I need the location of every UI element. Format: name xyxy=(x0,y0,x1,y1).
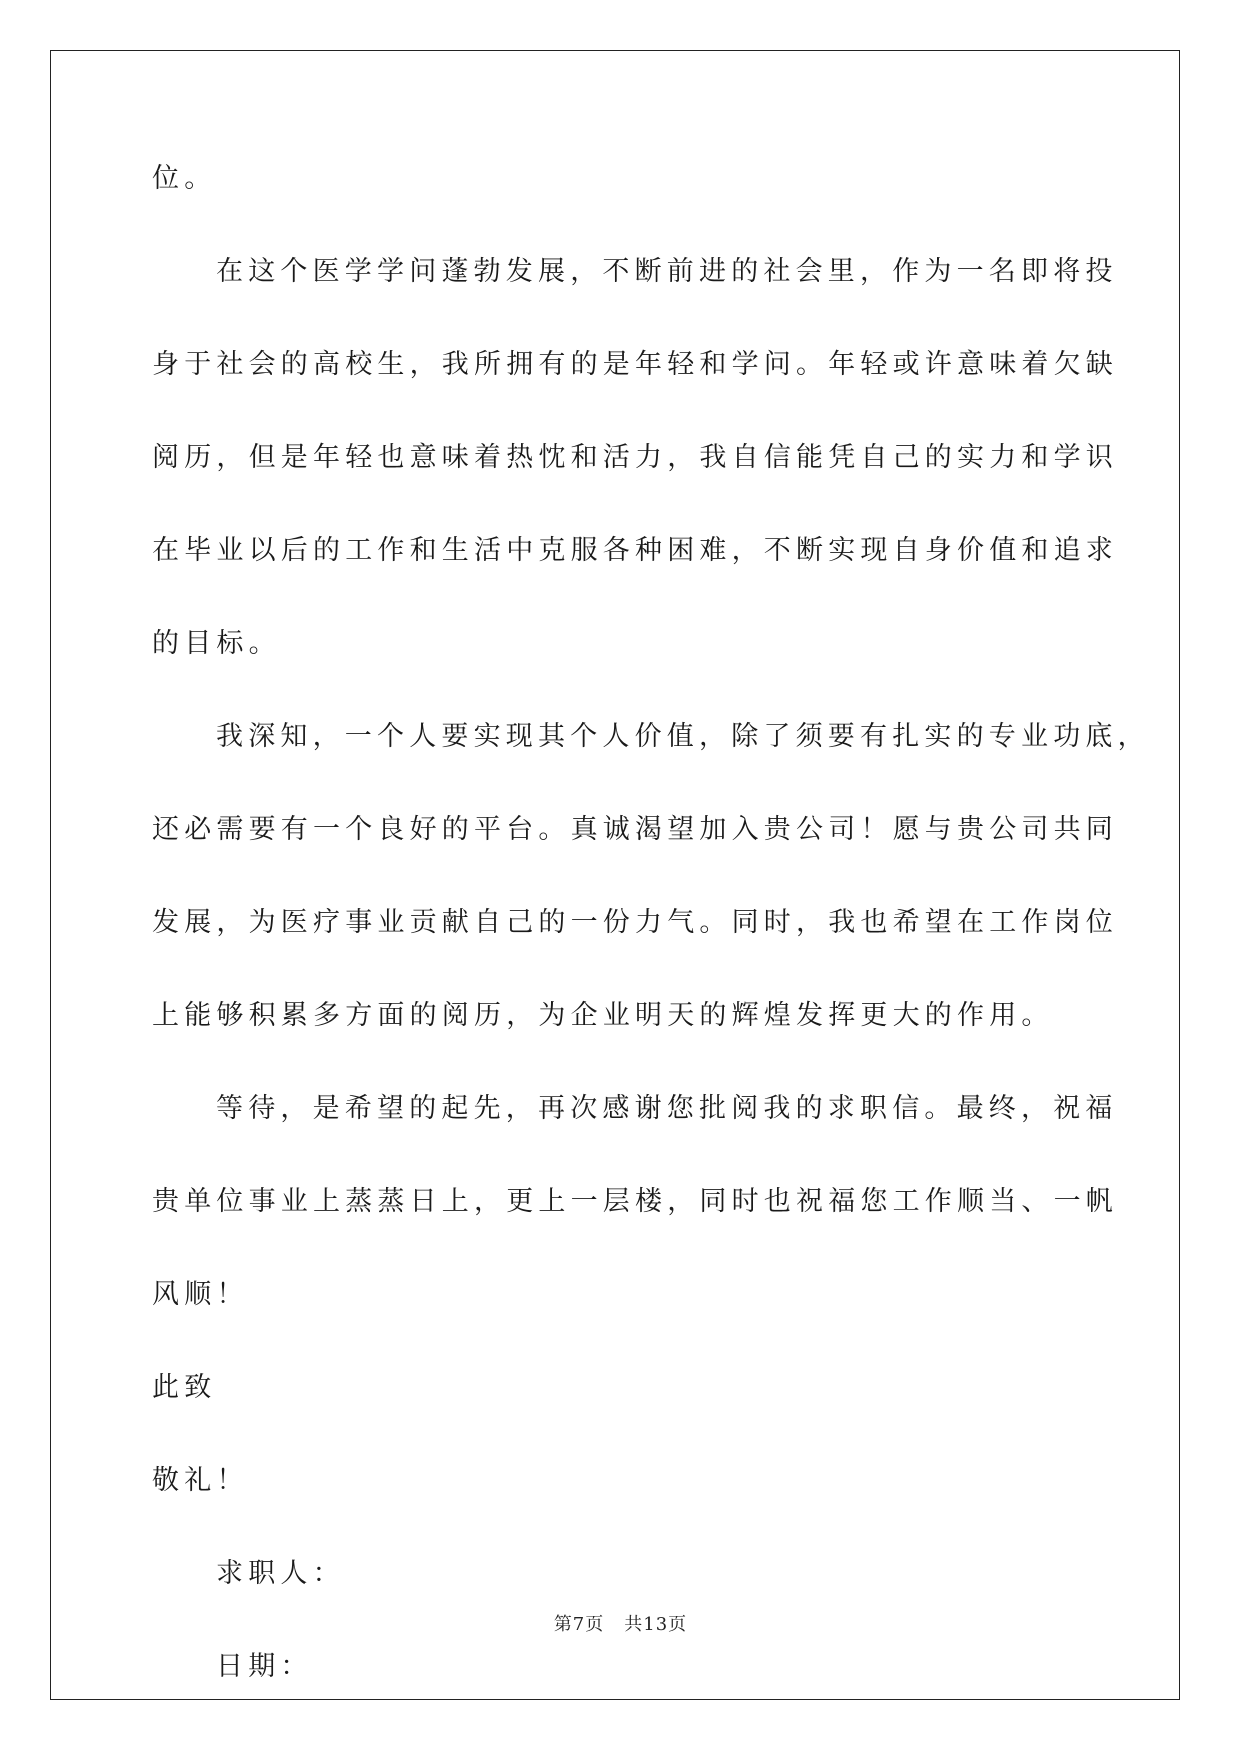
page-total: 共13页 xyxy=(624,1614,688,1635)
letter-body xyxy=(152,163,1150,1746)
text-line: 阅历，但是年轻也意味着热忱和活力，我自信能凭自己的实力和学识 xyxy=(152,442,1118,473)
applicant-field: 求职人： xyxy=(216,1558,345,1589)
text-line: 身于社会的高校生，我所拥有的是年轻和学问。年轻或许意味着欠缺 xyxy=(152,349,1118,380)
closing-regards: 敬礼！ xyxy=(152,1465,249,1496)
text-line: 风顺！ xyxy=(152,1279,249,1310)
paragraph-start-line: 在这个医学学问蓬勃发展，不断前进的社会里，作为一名即将投 xyxy=(216,256,1118,287)
paragraph-start-line: 我深知，一个人要实现其个人价值，除了须要有扎实的专业功底， xyxy=(216,721,1150,752)
paragraph-start-line: 等待，是希望的起先，再次感谢您批阅我的求职信。最终，祝福 xyxy=(216,1093,1118,1124)
page-footer xyxy=(0,1610,1241,1636)
text-line: 贵单位事业上蒸蒸日上，更上一层楼，同时也祝福您工作顺当、一帆 xyxy=(152,1186,1118,1217)
text-line: 上能够积累多方面的阅历，为企业明天的辉煌发挥更大的作用。 xyxy=(152,1000,1054,1031)
closing-salutation: 此致 xyxy=(152,1372,217,1403)
date-field: 日期： xyxy=(216,1651,313,1682)
text-line: 发展，为医疗事业贡献自己的一份力气。同时，我也希望在工作岗位 xyxy=(152,907,1118,938)
page-number: 第7页 xyxy=(553,1614,605,1635)
text-line: 的目标。 xyxy=(152,628,281,659)
text-line: 还必需要有一个良好的平台。真诚渴望加入贵公司！愿与贵公司共同 xyxy=(152,814,1118,845)
text-line: 位。 xyxy=(152,163,217,194)
text-line: 在毕业以后的工作和生活中克服各种困难，不断实现自身价值和追求 xyxy=(152,535,1118,566)
